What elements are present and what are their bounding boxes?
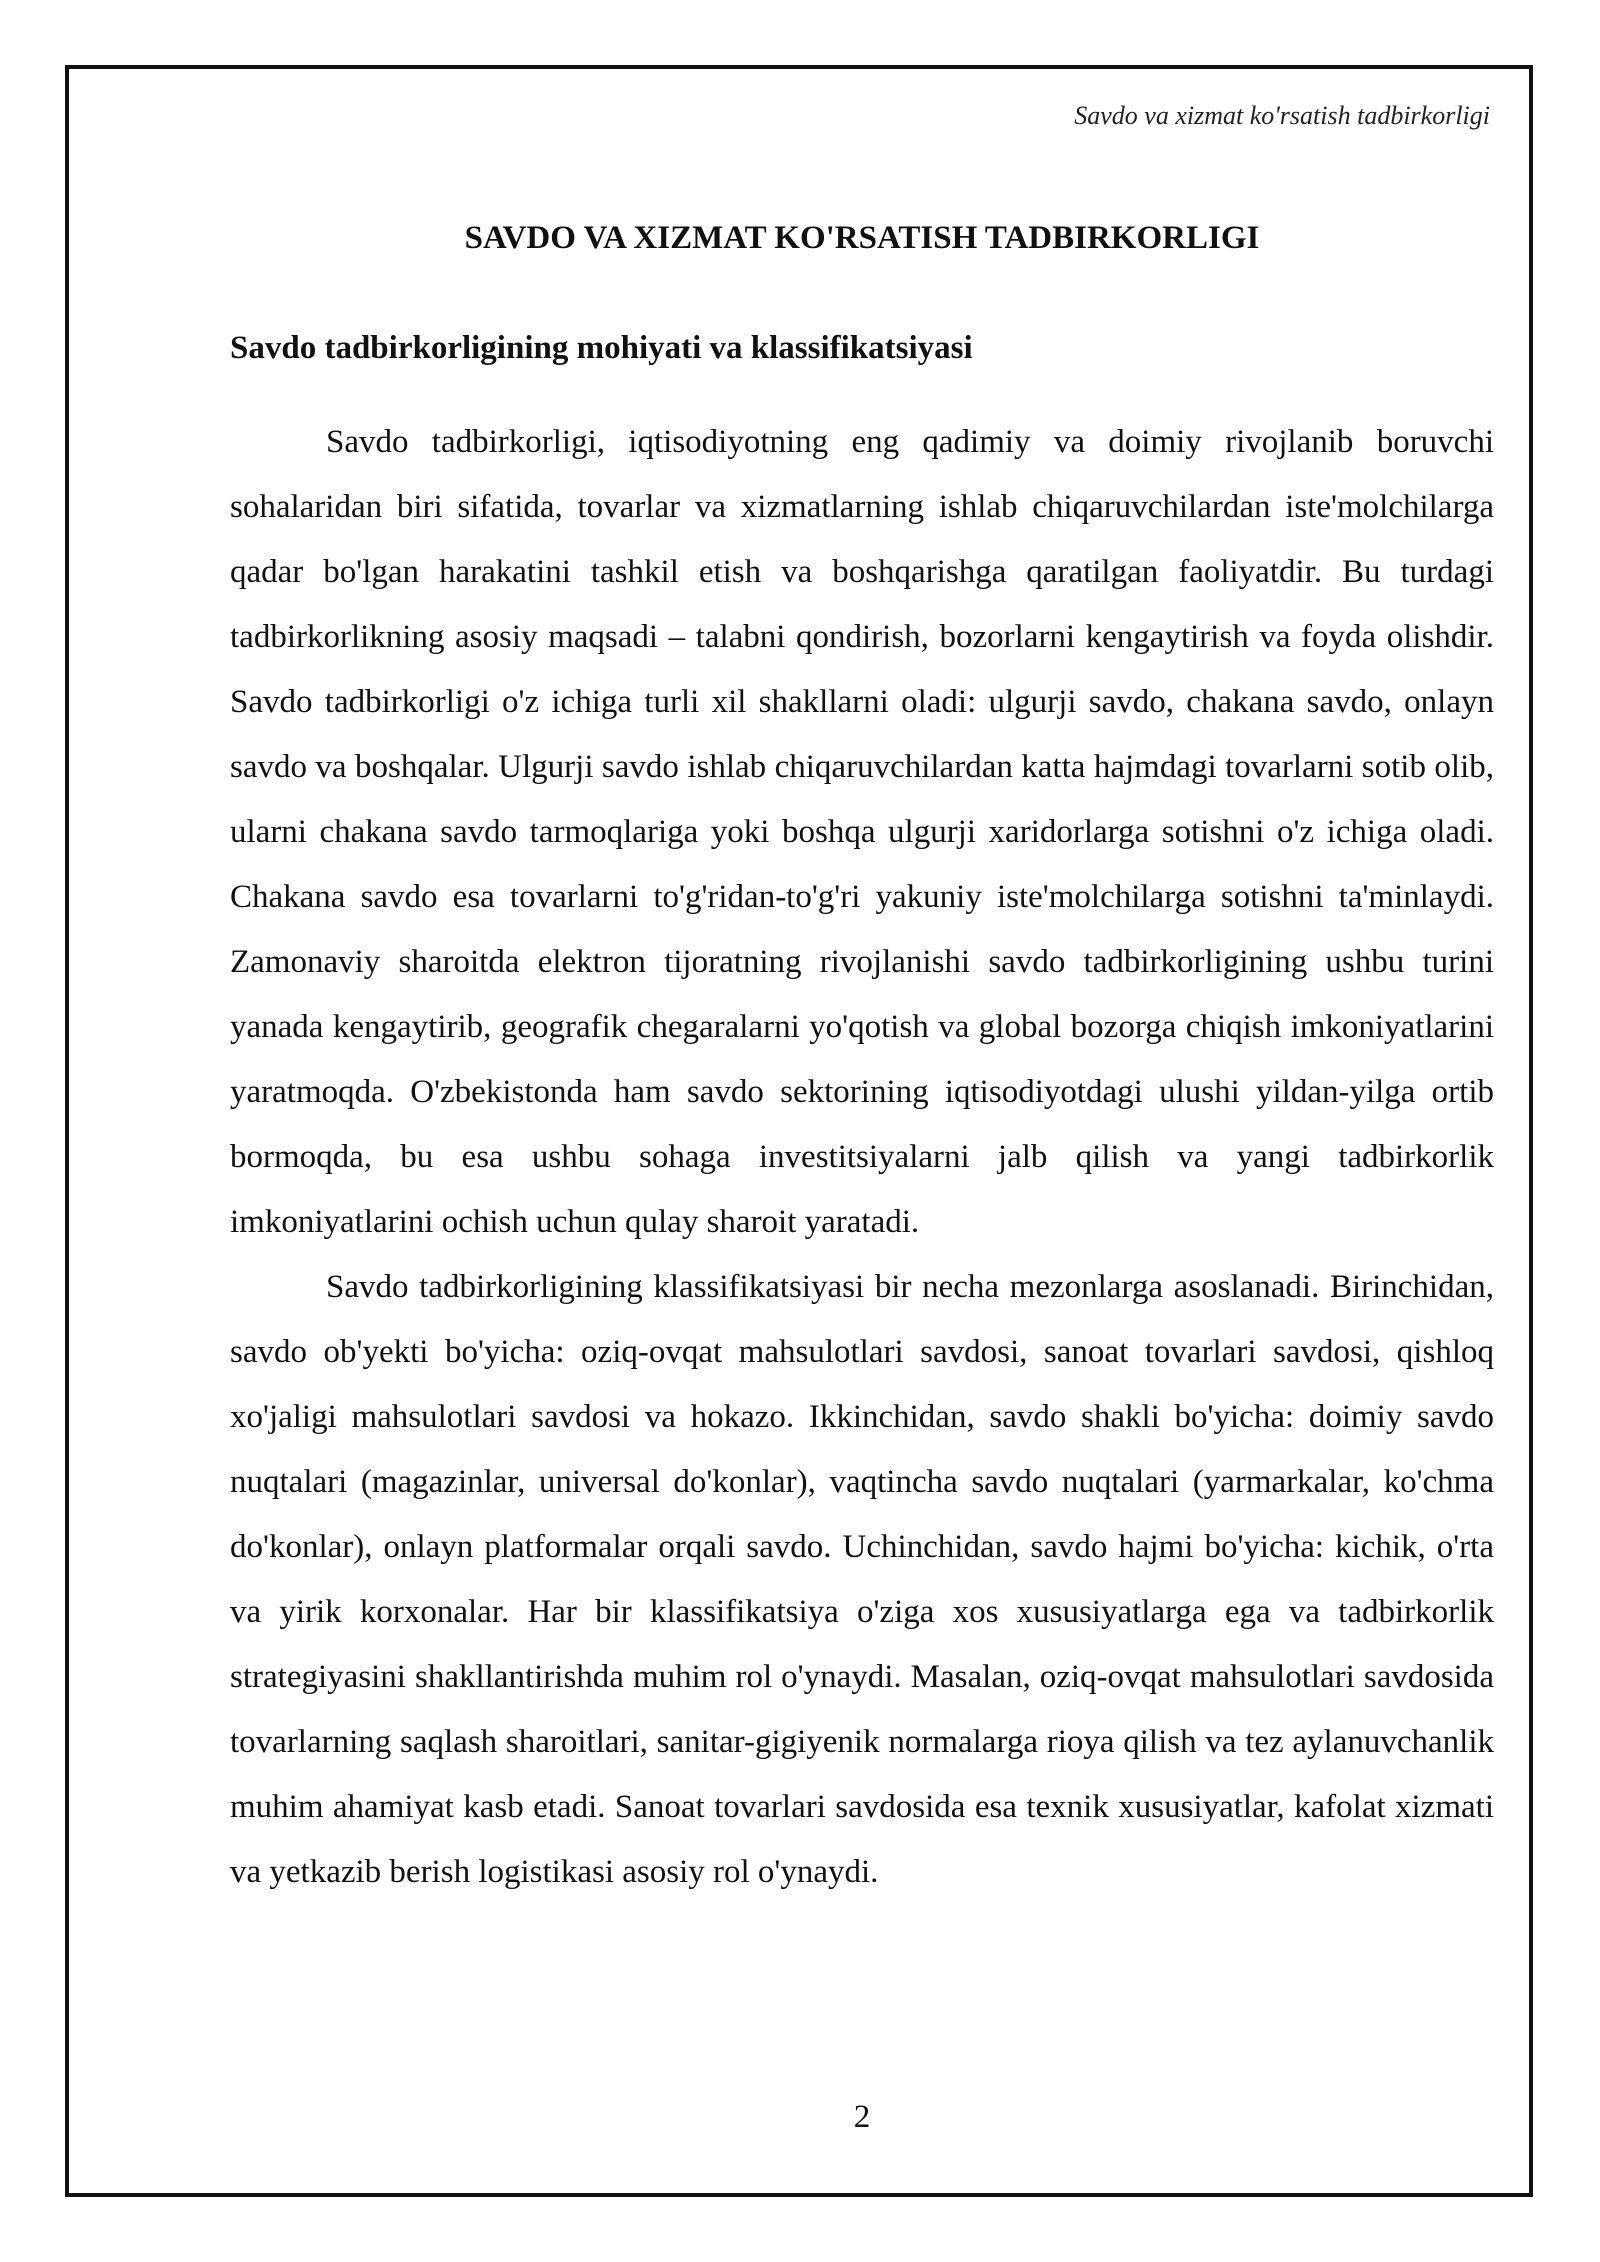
paragraph: Savdo tadbirkorligining klassifikatsiyasi bir necha mezonlarga asoslanadi. Birinchidan, savdo ob'yekti bo'yicha: oziq-ovqat mahsulotlari savdosi, sanoat tovarlari savdosi, qishloq xo'jaligi mahsulotlari savdosi va hokazo. Ikkinchidan, savdo shakli bo'yicha: doimiy savdo nuqtalari (magazinlar, universal do'konlar), vaqtincha savdo nuqtalari (yarmarkalar, ko'chma do'konlar), onlayn platformalar orqali savdo. Uchinchidan, savdo hajmi bo'yicha: kichik, o'rta va yirik korxonalar. Har bir klassifikatsiya o'ziga xos xususiyatlarga ega va tadbirkorlik strategiyasini shakllantirishda muhim rol o'ynaydi. Masalan, oziq-ovqat mahsulotlari savdosida tovarlarning saqlash sharoitlari, sanitar-gigiyenik normalarga rioya qilish va tez aylanuvchanlik muhim ahamiyat kasb etadi. Sanoat tovarlari savdosida esa texnik xususiyatlar, kafolat xizmati va yetkazib berish logistikasi asosiy rol o'ynaydi. xyxy=(230,1269,1494,1890)
document-title: SAVDO VA XIZMAT KO'RSATISH TADBIRKORLIGI xyxy=(464,220,1260,256)
page-number: 2 xyxy=(853,2099,871,2135)
body-text xyxy=(230,410,1494,1905)
running-header: Savdo va xizmat ko'rsatish tadbirkorligi xyxy=(1074,101,1490,130)
paragraph: Savdo tadbirkorligi, iqtisodiyotning eng qadimiy va doimiy rivojlanib boruvchi sohalaridan biri sifatida, tovarlar va xizmatlarning ishlab chiqaruvchilardan iste'molchilarga qadar bo'lgan harakatini tashkil etish va boshqarishga qaratilgan faoliyatdir. Bu turdagi tadbirkorlikning asosiy maqsadi – talabni qondirish, bozorlarni kengaytirish va foyda olishdir. Savdo tadbirkorligi o'z ichiga turli xil shakllarni oladi: ulgurji savdo, chakana savdo, onlayn savdo va boshqalar. Ulgurji savdo ishlab chiqaruvchilardan katta hajmdagi tovarlarni sotib olib, ularni chakana savdo tarmoqlariga yoki boshqa ulgurji xaridorlarga sotishni o'z ichiga oladi. Chakana savdo esa tovarlarni to'g'ridan-to'g'ri yakuniy iste'molchilarga sotishni ta'minlaydi. Zamonaviy sharoitda elektron tijoratning rivojlanishi savdo tadbirkorligining ushbu turini yanada kengaytirib, geografik chegaralarni yo'qotish va global bozorga chiqish imkoniyatlarini yaratmoqda. O'zbekistonda ham savdo sektorining iqtisodiyotdagi ulushi yildan-yilga ortib bormoqda, bu esa ushbu sohaga investitsiyalarni jalb qilish va yangi tadbirkorlik imkoniyatlarini ochish uchun qulay sharoit yaratadi. xyxy=(230,424,1494,1240)
section-heading: Savdo tadbirkorligining mohiyati va klassifikatsiyasi xyxy=(230,330,973,366)
